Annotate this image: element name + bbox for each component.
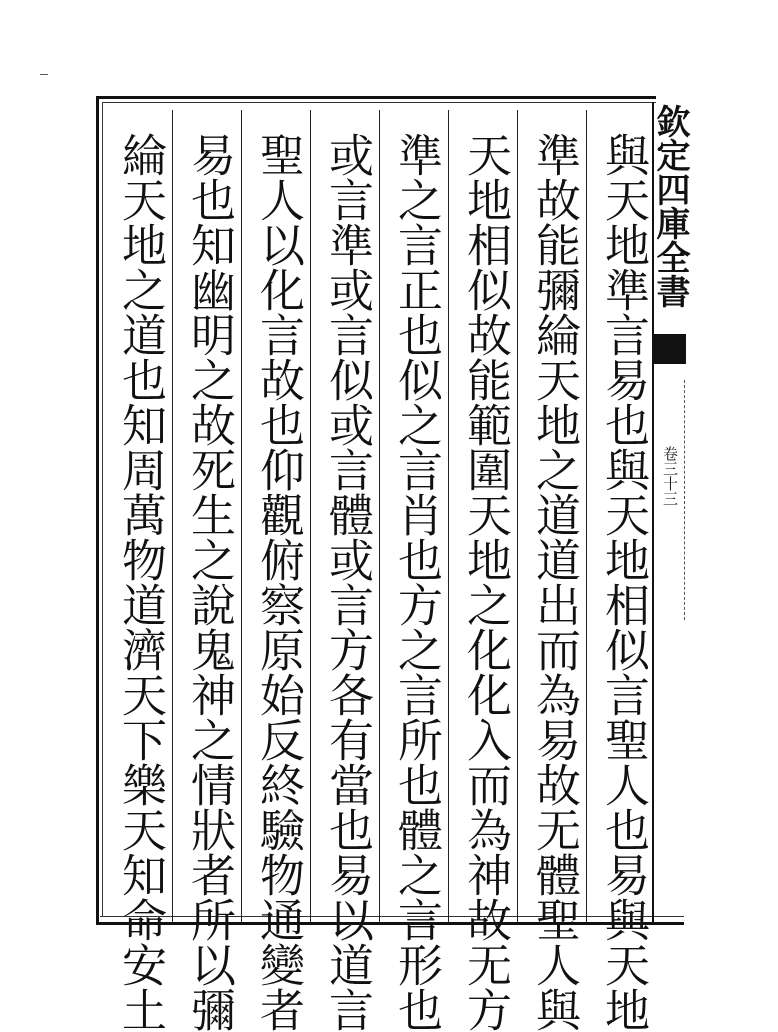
text-column-8: 綸天地之道也知周萬物道濟天下樂天知命安土 bbox=[114, 132, 167, 1032]
margin-edge-line bbox=[684, 380, 685, 620]
frame-top-inner-rule bbox=[102, 102, 656, 103]
column-divider bbox=[379, 110, 380, 922]
frame-top-rule bbox=[96, 96, 656, 99]
column-divider bbox=[448, 110, 449, 922]
margin-tick-mark bbox=[40, 74, 48, 83]
margin-book-title: 欽定四庫全書 bbox=[650, 104, 690, 308]
fish-tail-mark bbox=[654, 334, 686, 364]
column-divider bbox=[172, 110, 173, 922]
text-column-2: 準故能彌綸天地之道道出而為易故无體聖人與 bbox=[528, 132, 581, 1032]
text-column-6: 聖人以化言故也仰觀俯察原始反終驗物通變者 bbox=[252, 132, 305, 1032]
text-column-5: 或言準或言似或言體或言方各有當也易以道言 bbox=[321, 132, 374, 1032]
text-column-1: 與天地準言易也與天地相似言聖人也易與天地 bbox=[597, 132, 650, 1032]
text-column-4: 準之言正也似之言肖也方之言所也體之言形也 bbox=[390, 132, 443, 1032]
column-divider bbox=[586, 110, 587, 922]
column-divider bbox=[310, 110, 311, 922]
frame-left-rule bbox=[96, 96, 99, 925]
frame-left-inner-rule bbox=[102, 102, 103, 917]
column-divider bbox=[241, 110, 242, 922]
column-divider bbox=[517, 110, 518, 922]
text-column-7: 易也知幽明之故死生之說鬼神之情狀者所以彌 bbox=[183, 132, 236, 1032]
text-column-3: 天地相似故能範圍天地之化化入而為神故无方 bbox=[459, 132, 512, 1032]
margin-volume-label: 卷三十三 bbox=[661, 446, 679, 506]
